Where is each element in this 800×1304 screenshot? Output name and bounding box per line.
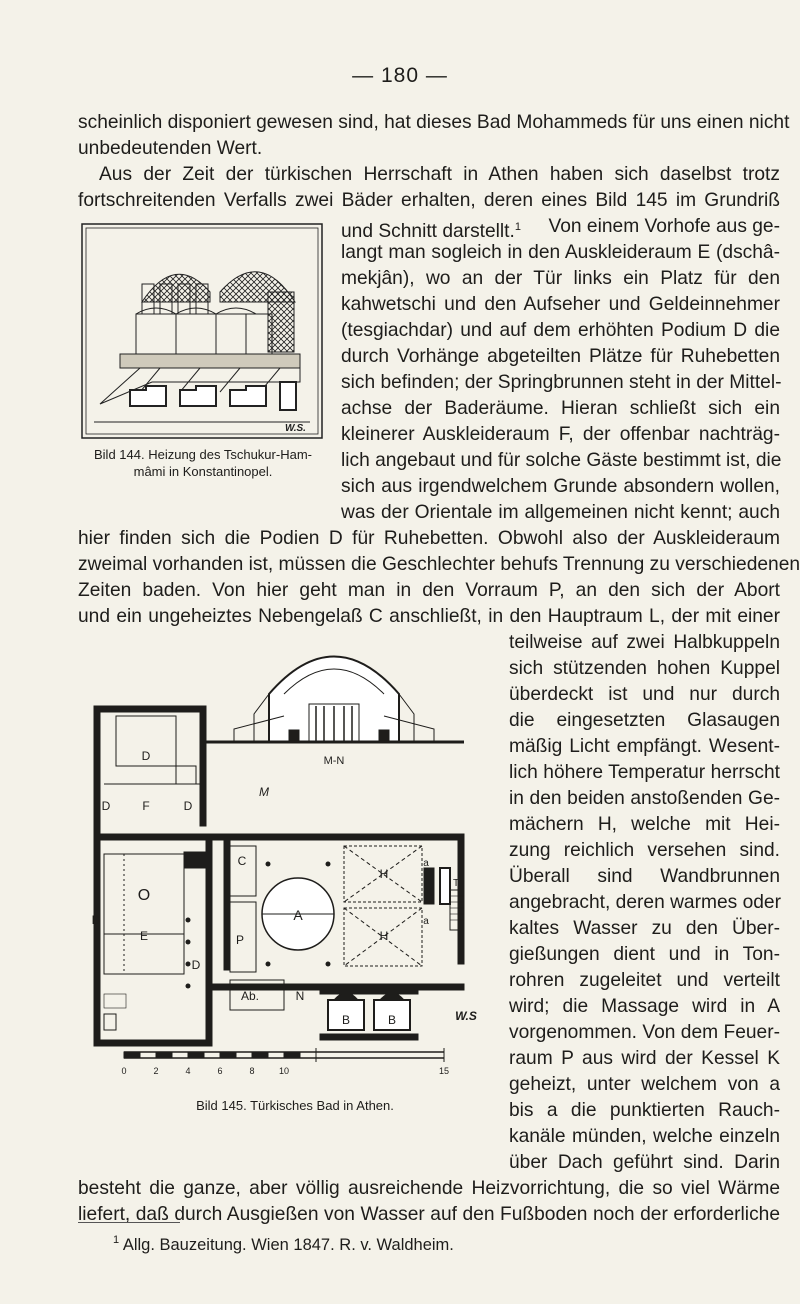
- text-line: langt man sogleich in den Auskleideraum E (dschâ-: [341, 242, 780, 263]
- figure-144-heating-drawing: [80, 222, 324, 440]
- room-label-t: T: [452, 878, 460, 889]
- text-line: Überall sind Wandbrunnen: [509, 866, 780, 887]
- room-label-b: B: [387, 1013, 397, 1027]
- text-line: achse der Baderäume. Hieran schließt sich ein: [341, 398, 780, 419]
- room-label-d: D: [91, 913, 101, 927]
- footnote-mark: 1: [113, 1234, 120, 1246]
- footnote-reference: 1: [514, 221, 521, 233]
- text-line: mekjân), wo an der Tür links ein Platz für den: [341, 268, 780, 289]
- text-line: bis a die punktierten Rauch-: [509, 1100, 780, 1121]
- text-line: raum P aus wird der Kessel K: [509, 1048, 780, 1069]
- text-line-head: und Schnitt darstellt.$^1$: [341, 221, 521, 242]
- footnote: [113, 1234, 454, 1255]
- scale-tick-label: 2: [153, 1066, 159, 1076]
- scale-tick-label: 8: [249, 1066, 255, 1076]
- text-line: durch Vorhänge abgeteilten Plätze für Ruhebetten: [341, 346, 780, 367]
- room-label-n: N: [295, 989, 305, 1003]
- figure-144-signature: W.S.: [285, 423, 306, 434]
- text-line: kahwetschi und den Aufseher und Geldeinnehmer: [341, 294, 780, 315]
- text-line: sich befinden; der Springbrunnen steht in der Mittel-: [341, 372, 782, 393]
- scale-tick-label: 6: [217, 1066, 223, 1076]
- text-line: und ein ungeheiztes Nebengelaß C anschließt, in den Hauptraum L, der mit einer: [78, 606, 780, 627]
- text-line: hier finden sich die Podien D für Ruhebetten. Obwohl also der Auskleideraum: [78, 528, 780, 549]
- room-label-d: D: [141, 749, 151, 763]
- text-line: liefert, daß durch Ausgießen von Wasser auf den Fußboden noch der erforderliche: [78, 1204, 780, 1225]
- text-line: unbedeutenden Wert.: [78, 138, 263, 159]
- text-line: Aus der Zeit der türkischen Herrschaft in Athen haben sich daselbst trotz: [99, 164, 780, 185]
- room-label-h: H: [379, 929, 389, 943]
- scale-tick-label: 0: [121, 1066, 127, 1076]
- text-line: kaltes Wasser zu den Über-: [509, 918, 780, 939]
- footnote-rule: [78, 1222, 180, 1223]
- text-line: kanäle münden, welche einzeln: [509, 1126, 780, 1147]
- text-line-tail: Von einem Vorhofe aus ge-: [548, 216, 780, 237]
- room-label-a-small: a: [423, 916, 429, 927]
- text-line: scheinlich disponiert gewesen sind, hat dieses Bad Mohammeds für uns einen nicht: [78, 112, 790, 133]
- figure-144-caption: [78, 446, 328, 480]
- room-label-b: B: [341, 1013, 351, 1027]
- text-line: geheizt, unter welchem von a: [509, 1074, 780, 1095]
- room-label-f: F: [142, 799, 150, 813]
- text-line: vorgenommen. Von dem Feuer-: [509, 1022, 780, 1043]
- room-label-a: A: [293, 907, 303, 923]
- text-line: lich höhere Temperatur herrscht: [509, 762, 780, 783]
- text-line: in den beiden anstoßenden Ge-: [509, 788, 780, 809]
- text-line: sich aus irgendwelchem Grunde absondern wollen,: [341, 476, 780, 497]
- text-line: lich angebaut und für solche Gäste bestimmt ist, die: [341, 450, 782, 471]
- room-label-m: M: [259, 785, 269, 799]
- scale-tick-label: 15: [438, 1066, 450, 1076]
- text-line: zweimal vorhanden ist, müssen die Geschlechter behufs Trennung zu verschiedenen: [78, 554, 800, 575]
- text-line: Zeiten baden. Von hier geht man in den Vorraum P, an den sich der Abort: [78, 580, 780, 601]
- figure-145-floor-plan: [84, 624, 504, 1098]
- text-line: sich stützenden hohen Kuppel: [509, 658, 780, 679]
- room-label-d: D: [191, 958, 201, 972]
- text-line: gießungen dient und in Ton-: [509, 944, 780, 965]
- footnote-text: Allg. Bauzeitung. Wien 1847. R. v. Waldheim.: [122, 1236, 454, 1254]
- room-label-e: E: [139, 929, 149, 943]
- text-line: überdeckt ist und nur durch: [509, 684, 780, 705]
- room-label-ab: Ab.: [240, 989, 260, 1003]
- text-line: kleinerer Auskleideraum F, der offenbar nachträg-: [341, 424, 780, 445]
- caption-line: Bild 144. Heizung des Tschukur-Ham-: [94, 447, 312, 462]
- room-label-h: H: [379, 867, 389, 881]
- room-label-d: D: [101, 799, 111, 813]
- text-line: was der Orientale im allgemeinen nicht kennt; auch: [341, 502, 780, 523]
- text-line: (tesgiachdar) und auf dem erhöhten Podium D die: [341, 320, 780, 341]
- figure-145-signature: W.S: [455, 1009, 477, 1023]
- caption-line: mâmi in Konstantinopel.: [133, 464, 273, 479]
- room-label-c: C: [237, 854, 247, 868]
- scale-tick-label: 10: [278, 1066, 290, 1076]
- figure-145-caption: Bild 145. Türkisches Bad in Athen.: [196, 1098, 394, 1113]
- text-line: über Dach geführt sind. Darin: [509, 1152, 780, 1173]
- section-label: M-N: [323, 755, 345, 767]
- text-line: fortschreitenden Verfalls zwei Bäder erhalten, deren eines Bild 145 im Grundriß: [78, 190, 780, 211]
- room-label-d: D: [183, 799, 193, 813]
- text-line: angebracht, deren warmes oder: [509, 892, 781, 913]
- text-line: rohren zugeleitet und verteilt: [509, 970, 780, 991]
- scale-tick-label: 4: [185, 1066, 191, 1076]
- text-line: die eingesetzten Glasaugen: [509, 710, 780, 731]
- text-line: teilweise auf zwei Halbkuppeln: [509, 632, 780, 653]
- room-label-o: O: [137, 887, 151, 904]
- text-line: zung reichlich versehen sind.: [509, 840, 780, 861]
- text-line: wird; die Massage wird in A: [509, 996, 780, 1017]
- room-label-a-small: a: [423, 858, 429, 869]
- room-label-k: K: [424, 885, 434, 899]
- room-label-p: P: [235, 933, 245, 947]
- text-line: mächern H, welche mit Hei-: [509, 814, 780, 835]
- text-line: besteht die ganze, aber völlig ausreichende Heizvorrichtung, die so viel Wärme: [78, 1178, 780, 1199]
- page-number: — 180 —: [352, 64, 448, 87]
- text-line: mäßig Licht empfängt. Wesent-: [509, 736, 780, 757]
